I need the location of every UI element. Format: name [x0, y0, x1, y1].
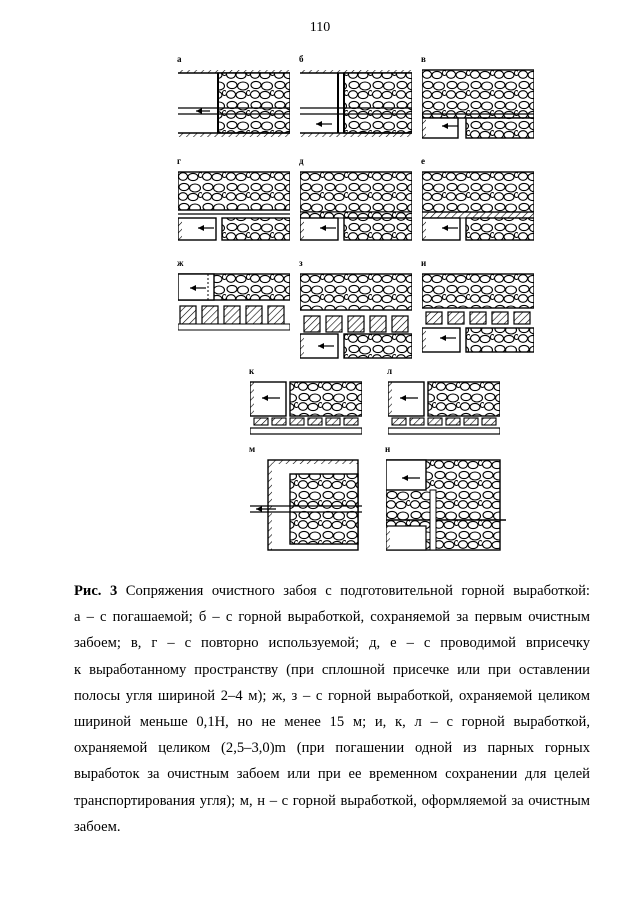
panel-letter: г [177, 156, 182, 166]
panel-z [299, 258, 412, 364]
panel-b [299, 54, 412, 140]
diagram-l [388, 372, 500, 438]
panel-letter: к [249, 366, 255, 376]
caption-line-4: к выработанному пространству (при сплошной присечке или при оставлении [74, 661, 590, 678]
page-number: 110 [309, 20, 331, 35]
panel-zh [177, 258, 290, 336]
caption-line-7: охраняемой целиком (2,5–3,0)m (при погашении одной из парных горных [74, 740, 590, 757]
caption-line-6: шириной меньше 0,1H, но не менее 15 м; и, к, л – с горной выработкой, [74, 714, 590, 731]
caption-line-8: выработок за очистным забоем или при ее временном сохранении для целей [74, 766, 590, 783]
panel-letter: и [421, 258, 427, 268]
panel-letter: д [299, 156, 304, 166]
diagram-a [178, 60, 290, 140]
panel-a [177, 54, 290, 140]
diagram-v [422, 60, 534, 140]
panel-l [387, 366, 500, 438]
panel-v [421, 54, 534, 140]
panel-e [421, 156, 534, 242]
panel-letter: е [421, 156, 425, 166]
diagram-d [300, 162, 412, 242]
panel-i [421, 258, 534, 358]
caption-line-1 [74, 578, 590, 604]
figure-caption [74, 578, 590, 840]
panel-k [249, 366, 362, 438]
diagram-k [250, 372, 362, 438]
figure-mining-junctions [0, 50, 640, 560]
panel-n [385, 444, 506, 554]
caption-line-2: а – с погашаемой; б – с горной выработкой, сохраняемой за первым очистным [74, 609, 590, 626]
panel-letter: м [249, 444, 256, 454]
diagram-e [422, 162, 534, 242]
panel-letter: н [385, 444, 391, 454]
panel-letter: з [299, 258, 303, 268]
panel-letter: л [387, 366, 393, 376]
diagram-g [178, 162, 290, 242]
panel-letter: б [299, 54, 304, 64]
panel-d [299, 156, 412, 242]
diagram-i [422, 264, 534, 358]
diagram-m [250, 450, 362, 554]
caption-label: Рис. 3 [74, 583, 118, 599]
diagram-b [300, 60, 412, 140]
diagram-z [300, 264, 412, 364]
panel-letter: в [421, 54, 426, 64]
panel-letter: ж [177, 258, 184, 268]
panel-m [249, 444, 362, 554]
caption-line-5: полосы угля шириной 2–4 м); ж, з – с горной выработкой, охраняемой целиком [74, 687, 590, 704]
caption-line-3: забоем; в, г – с повторно используемой; д, е – с проводимой вприсечку [74, 635, 590, 652]
diagram-n [386, 450, 506, 554]
caption-line-10: забоем. [74, 818, 121, 835]
panel-g [177, 156, 290, 242]
caption-line-9: транспортирования угля); м, н – с горной выработкой, оформляемой за очистным [74, 792, 590, 809]
panel-letter: а [177, 54, 182, 64]
diagram-zh [178, 264, 290, 336]
caption-text: Сопряжения очистного забоя с подготовительной горной выработкой: [117, 583, 590, 599]
